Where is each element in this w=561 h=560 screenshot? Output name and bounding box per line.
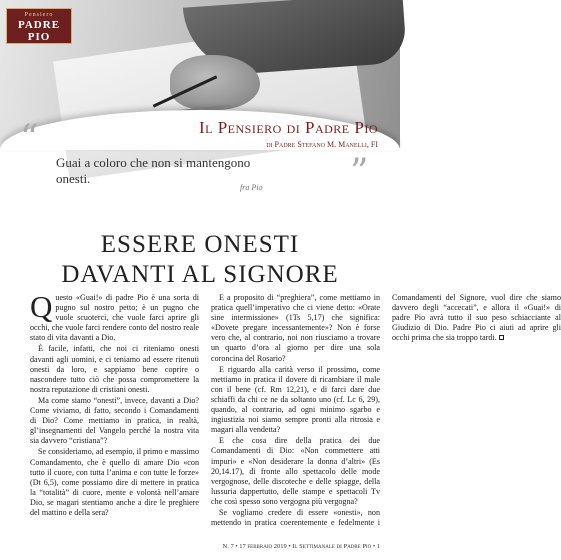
article-body	[30, 289, 561, 538]
paragraph: Se consideriamo, ad esempio, il primo e massimo Comandamento, che è quello di amare Dio «con tutto il cuore, con tutta l’anima e con tutte le forze» (Dt 6,5), come possiamo dire di mettere in pratica la “totalità” di cuore, mente e volontà nell’amare Dio, se magari stentiamo anche a dire le preghiere del mattino e della sera?	[30, 447, 199, 517]
end-of-article-icon	[499, 335, 504, 340]
paragraph: È facile, infatti, che noi ci riteniamo onesti davanti agli uomini, e ci teniamo ad essere ritenuti onesti da loro, e sappiamo bene coprire o nascondere tutto ciò che possa compromettere la nostra reputazione di cristiani onesti.	[30, 344, 199, 394]
photo-hand	[170, 55, 260, 110]
paragraph: E che cosa dire della pratica dei due Comandamenti di Dio: «Non commettere atti impuri» e «Non desiderare la donna d’altri» (Es 20,14.17), di fronte allo spettacolo delle mode vergognose, delle discoteche e delle spiagge, della lussuria dappertutto, delle stampe e spettacoli Tv che così spesso sono vergogna più vergogna?	[211, 436, 380, 506]
paragraph-text: uesto «Guai!» di padre Pio è una sorta di pugno sul nostro petto; è un pugno che vuole scuoterci, che vuole farci aprire gli occhi, che vuole farci rendere conto del nostro reale stato di vita davanti a Dio.	[30, 293, 199, 343]
quote-signature: fra Pio	[240, 183, 263, 192]
page-footer: N. 7 • 17 febbraio 2019 • Il Settimanale di Padre Pio • 1	[222, 543, 380, 550]
drop-cap: Q	[30, 289, 53, 324]
title-line-2: DAVANTI AL SIGNORE	[61, 261, 339, 288]
paragraph	[30, 289, 199, 343]
title-line-1: ESSERE ONESTI	[100, 231, 300, 258]
article-title	[0, 230, 400, 290]
paragraph: E a proposito di “preghiera”, come mettiamo in pratica quell’imperativo che ci viene detto: «Orate sine intermissione» (1Ts 5,17) che significa: «Dovete pregare incessantemente»? Non è forse vero che, al contrario, noi non riusciamo a trovare un quarto d’ora al giorno per dire una sola coroncina del Rosario?	[211, 293, 380, 363]
paragraph: E riguardo alla carità verso il prossimo, come mettiamo in pratica il dovere di ricambiare il male con il bene (cf. Rm 12,21), e di farci dare due schiaffi da chi ce ne da soltanto uno (cf. Lc 6, 29), quando, al contrario, ad ogni minimo sgarbo e ingiustizia noi siamo sempre pronti alla ritrosia e magari alla vendetta?	[211, 364, 380, 435]
badge-name: PADRE PIO	[17, 19, 61, 43]
close-quote-icon: ”	[350, 152, 369, 193]
section-header	[148, 118, 378, 149]
badge-top-label: Pensiero	[24, 12, 54, 18]
paragraph-text: Se vogliamo credere di essere «onesti», non mettendo in pratica coerentemente e fedelmente i Comandamenti del Signore, vuol dire che siamo davvero degli “accecati”, e allora il «Guai!» di padre Pio avrà tutto il suo peso schiacciante al Giudizio di Dio. Padre Pio ci aiuti ad aprire gli occhi prima che sia troppo tardi.	[211, 293, 561, 528]
pull-quote: Guai a coloro che non si mantengono onesti.	[56, 155, 251, 186]
section-title: Il Pensiero di Padre Pio	[198, 118, 378, 137]
rubric-badge	[6, 8, 72, 44]
paragraph: Ma come siamo “onesti”, invece, davanti a Dio? Come viviamo, di fatto, secondo i Comandamenti di Dio? Come mettiamo in pratica, in realtà, gl’insegnamenti del Vangelo perché la nostra vita sia davvero “cristiana”?	[30, 395, 199, 446]
open-quote-icon: “	[20, 118, 39, 159]
section-author: di Padre Stefano M. Manelli, FI	[266, 140, 378, 149]
